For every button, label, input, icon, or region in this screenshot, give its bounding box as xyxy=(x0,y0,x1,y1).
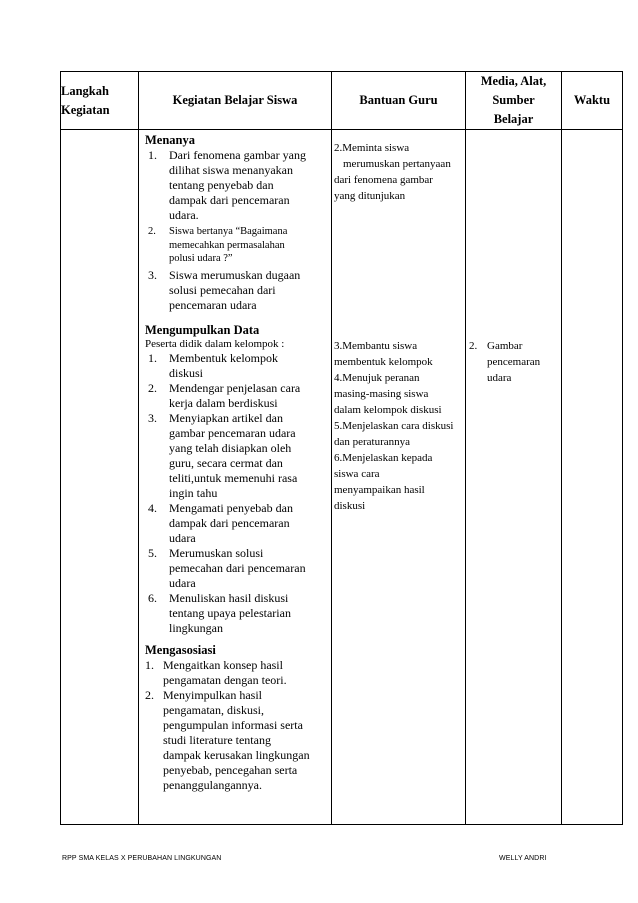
list-item: 2. Menyimpulkan hasil pengamatan, diskusi, pengumpulan informasi serta studi literature tentang dampak kerusakan lingkungan penyebab, pencegahan serta penanggulangannya. xyxy=(145,688,310,792)
footer-right: WELLY ANDRI xyxy=(499,855,547,862)
table-header-row xyxy=(61,72,623,130)
list-item: 1. Mengaitkan konsep hasil pengamatan dengan teori. xyxy=(145,658,287,687)
list-item: 1. Dari fenomena gambar yang dilihat siswa menanyakan tentang penyebab dan dampak dari pencemaran udara. xyxy=(148,148,306,222)
list-item: 2.Meminta siswa merumuskan pertanyaan dari fenomena gambar yang ditunjukan xyxy=(334,142,451,202)
cell-waktu xyxy=(562,130,623,825)
section-title: Mengumpulkan Data xyxy=(145,323,260,337)
footer-left: RPP SMA KELAS X PERUBAHAN LINGKUNGAN xyxy=(62,855,222,862)
header-kegiatan-belajar-siswa: Kegiatan Belajar Siswa xyxy=(139,72,332,130)
list-item: 5. Merumuskan solusi pemecahan dari pencemaran udara xyxy=(148,546,306,591)
list-item: 4.Menujuk peranan masing-masing siswa dalam kelompok diskusi xyxy=(334,372,442,416)
cell-bantuan-guru xyxy=(332,130,466,825)
cell-media xyxy=(466,130,562,825)
header-waktu: Waktu xyxy=(562,72,623,130)
mengumpulkan-list xyxy=(145,351,327,636)
table-body-row xyxy=(61,130,623,825)
header-langkah-kegiatan: Langkah Kegiatan xyxy=(61,72,139,130)
bantuan-mengumpulkan xyxy=(334,338,463,514)
mengasosiasi-list xyxy=(145,658,327,793)
section-intro: Peserta didik dalam kelompok : xyxy=(145,338,285,350)
list-item: 4. Mengamati penyebab dan dampak dari pencemaran udara xyxy=(148,501,293,546)
bantuan-menanya xyxy=(334,140,463,204)
lesson-plan-table xyxy=(60,71,623,825)
cell-kegiatan-siswa xyxy=(139,130,332,825)
list-item: 3. Siswa merumuskan dugaan solusi pemecahan dari pencemaran udara xyxy=(148,267,301,312)
list-item: 2. Mendengar penjelasan cara kerja dalam berdiskusi xyxy=(148,381,301,411)
list-item: 3. Menyiapkan artikel dan gambar pencemaran udara yang telah disiapkan oleh guru, secara cermat dan teliti,untuk memenuhi rasa ingin tahu xyxy=(148,411,298,501)
list-item: 6.Menjelaskan kepada siswa cara menyampaikan hasil diskusi xyxy=(334,452,433,512)
section-mengumpulkan-data xyxy=(145,322,327,636)
header-media-alat-sumber: Media, Alat, Sumber Belajar xyxy=(466,72,562,130)
cell-langkah xyxy=(61,130,139,825)
header-bantuan-guru: Bantuan Guru xyxy=(332,72,466,130)
list-item: 6. Menuliskan hasil diskusi tentang upaya pelestarian lingkungan xyxy=(148,591,291,636)
list-item: 3.Membantu siswa membentuk kelompok xyxy=(334,340,433,368)
media-mengumpulkan: 2. Gambar pencemaran udara xyxy=(469,338,559,386)
list-item: 5.Menjelaskan cara diskusi dan peraturannya xyxy=(334,420,454,448)
list-item: 1. Membentuk kelompok diskusi xyxy=(148,351,278,381)
section-title: Menanya xyxy=(145,133,195,147)
section-title: Mengasosiasi xyxy=(145,643,216,657)
menanya-list xyxy=(145,148,327,313)
list-item: 2. Siswa bertanya “Bagaimana memecahkan permasalahan polusi udara ?” xyxy=(148,226,288,264)
section-mengasosiasi xyxy=(145,642,327,793)
list-item: 2. Gambar xyxy=(469,340,523,352)
section-menanya xyxy=(145,132,327,313)
